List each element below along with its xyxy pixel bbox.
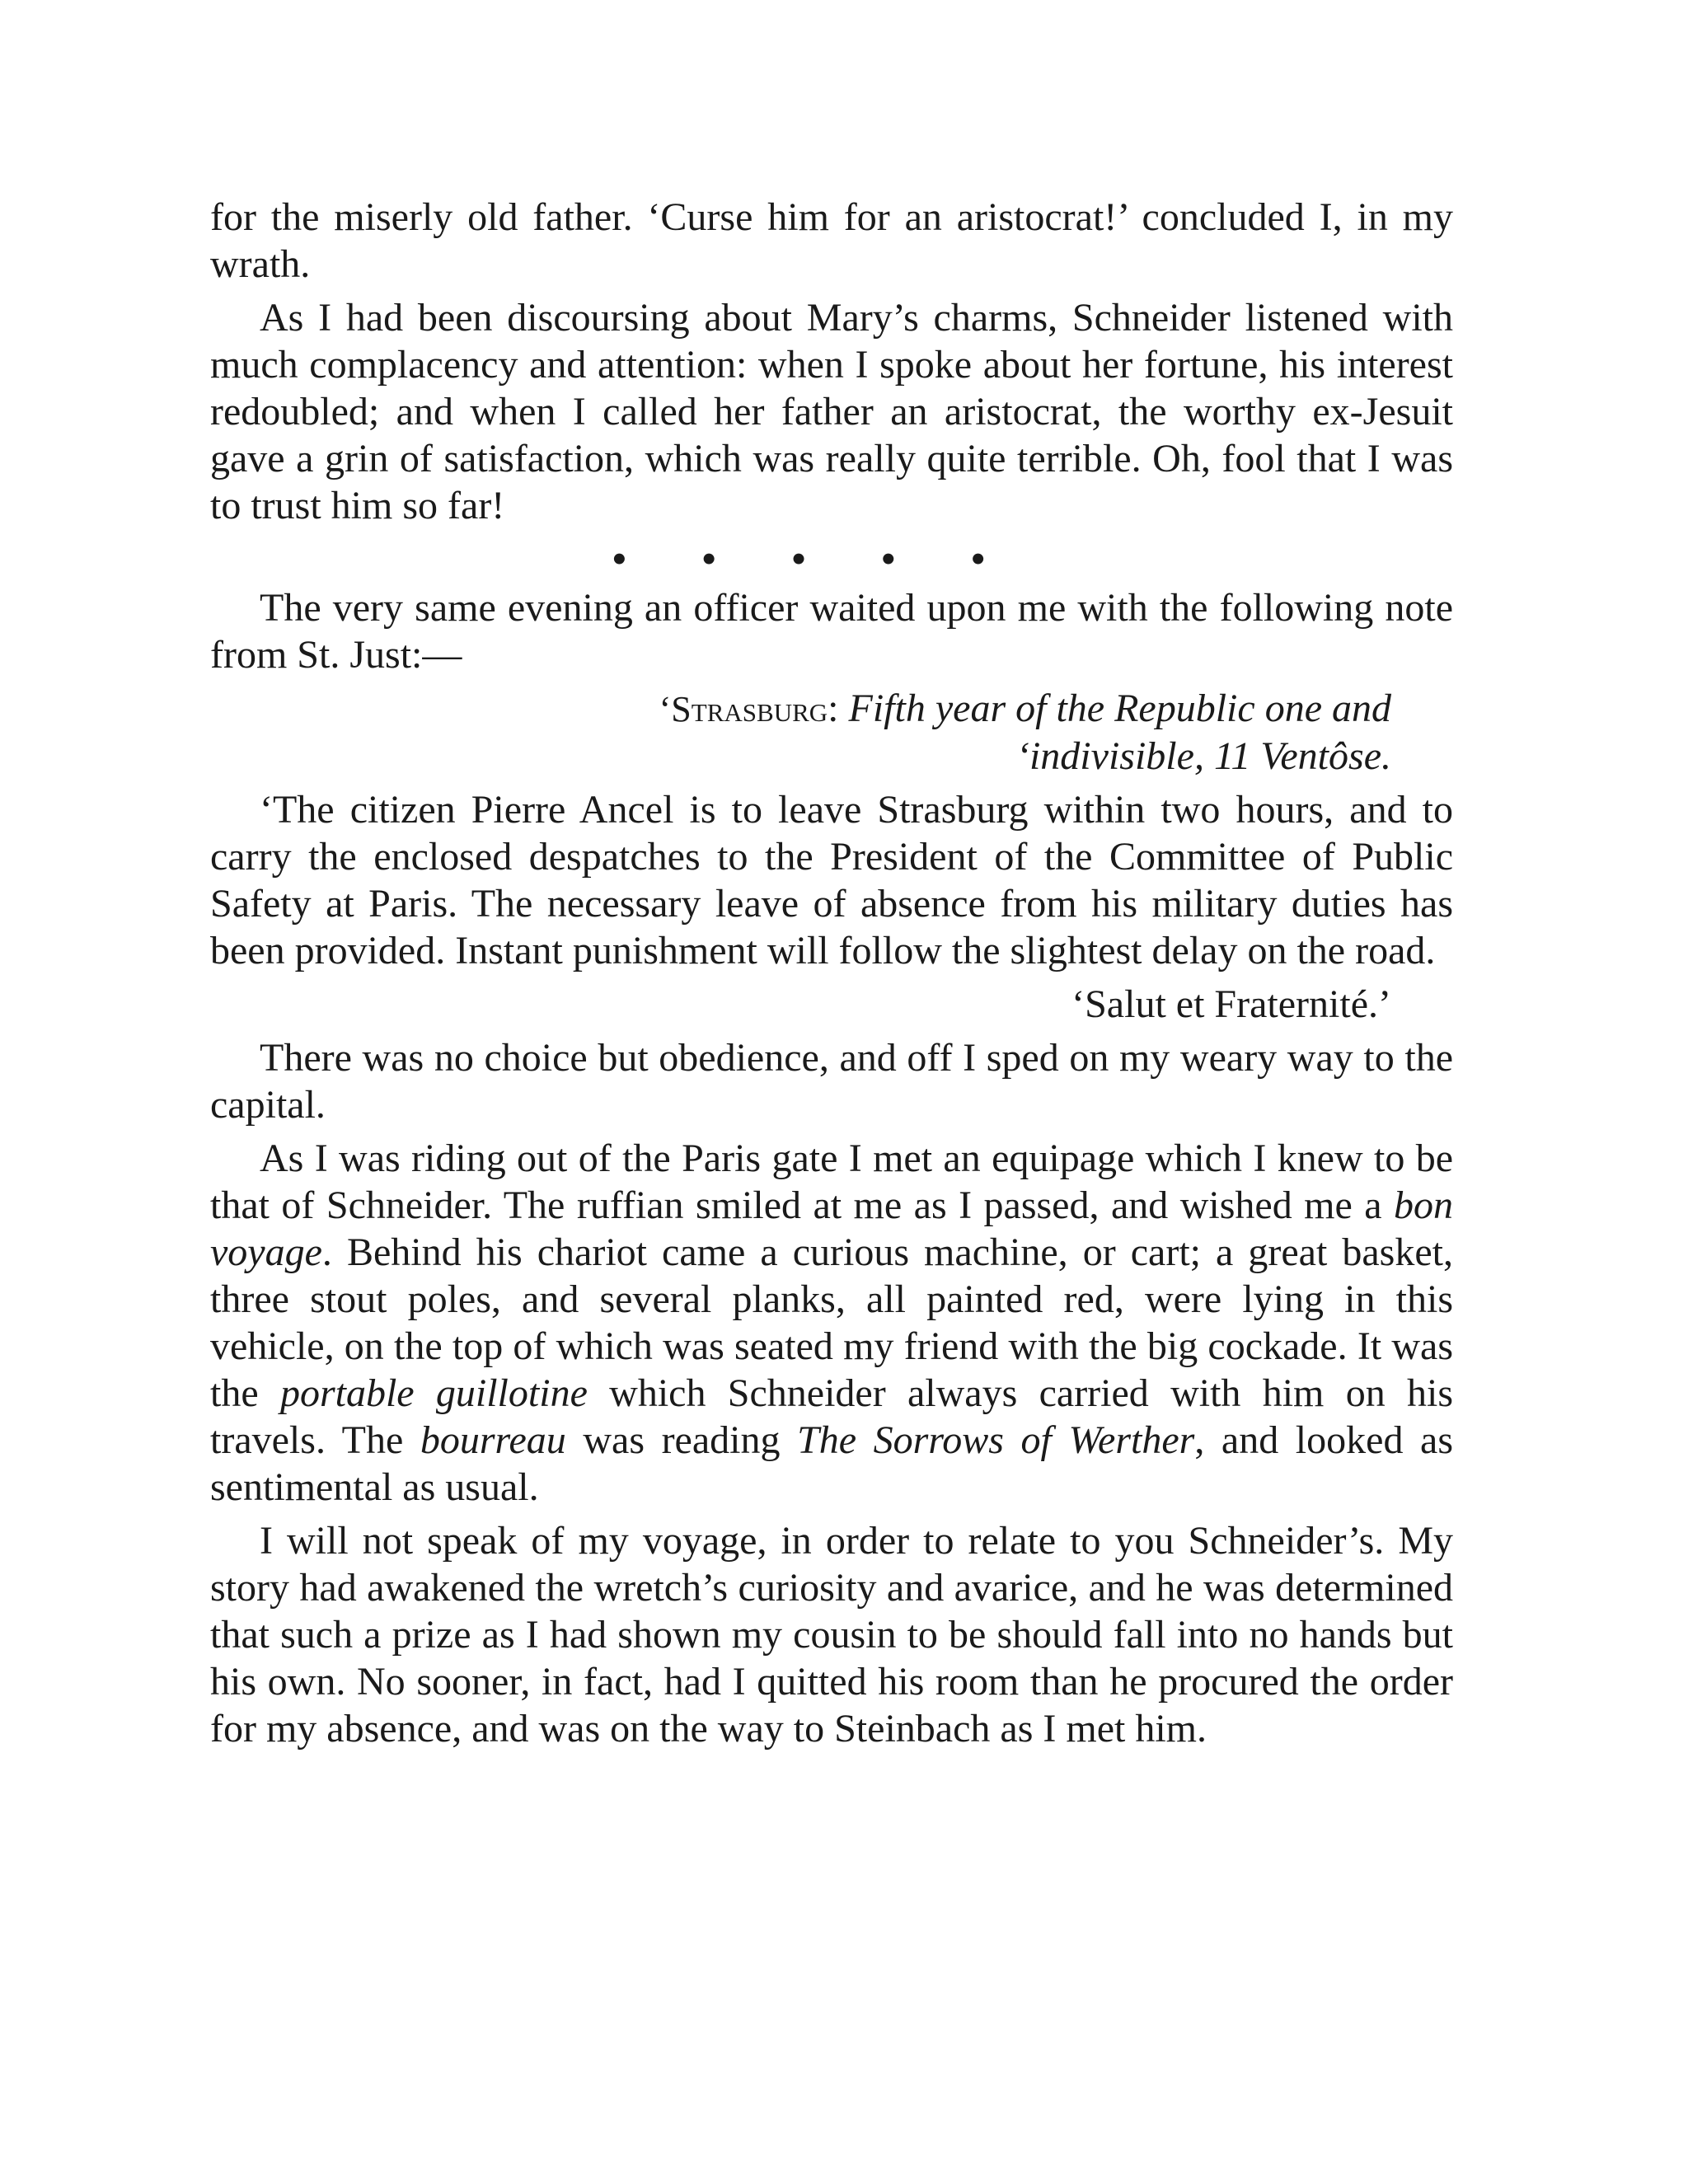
book-page bbox=[210, 194, 1453, 1759]
paragraph-6-part3: which Schneider always carried with him on his travels. The bbox=[210, 1371, 1454, 1462]
paragraph-6-part4: was reading bbox=[565, 1418, 798, 1462]
dateline-colon: : bbox=[828, 687, 849, 730]
paragraph-6-part5: , and looked as sentimental as usual. bbox=[210, 1418, 1454, 1509]
paragraph-6-part2: . Behind his chariot came a curious machine, or cart; a great basket, three stout poles, and several planks, all painted red, were lying in this vehicle, on the top of which was seated my friend with the big cockade. It was the bbox=[210, 1230, 1453, 1415]
paragraph-3: The very same evening an officer waited upon me with the following note from St. Just:— bbox=[210, 586, 1453, 677]
paragraph-6-italic-bourreau: bourreau bbox=[420, 1418, 566, 1462]
paragraph-1: for the miserly old father. ‘Curse him for an aristocrat!’ concluded I, in my wrath. bbox=[210, 195, 1453, 286]
paragraph-letter-body: ‘The citizen Pierre Ancel is to leave Strasburg within two hours, and to carry the enclosed despatches to the President of the Committee of Public Safety at Paris. The necessary leave of absence from his military duties has been provided. Instant punishment will follow the slightest delay on the road. bbox=[210, 788, 1453, 972]
section-separator: • • • • • bbox=[612, 537, 1019, 581]
paragraph-6-part1: As I was riding out of the Paris gate I met an equipage which I knew to be that of Schneider. The ruffian smiled at me as I passed, and wished me a bbox=[210, 1137, 1453, 1227]
paragraph-7: I will not speak of my voyage, in order to relate to you Schneider’s. My story had awakened the wretch’s curiosity and avarice, and he was determined that such a prize as I had shown my cousin to be should fall into no hands but his own. No sooner, in fact, had I quitted his room than he procured the order for my absence, and was on the way to Steinbach as I met him. bbox=[210, 1519, 1453, 1750]
paragraph-6 bbox=[210, 1135, 1453, 1511]
dateline-date-line2: ‘indivisible, 11 Ventôse. bbox=[1015, 734, 1391, 778]
paragraph-6-italic-book-title: The Sorrows of Werther bbox=[797, 1418, 1195, 1462]
paragraph-2: As I had been discoursing about Mary’s charms, Schneider listened with much complacency and attention: when I spoke about her fortune, his interest redoubled; and when I called her father an aristocrat, the worthy ex-Jesuit gave a grin of satisfaction, which was really quite terrible. Oh, fool that I was to trust him so far! bbox=[210, 296, 1453, 527]
letter-dateline bbox=[210, 685, 1453, 780]
paragraph-5: There was no choice but obedience, and off I sped on my weary way to the capital. bbox=[210, 1036, 1453, 1127]
dateline-place: ‘Strasburg bbox=[659, 689, 828, 729]
paragraph-6-italic-portable-guillotine: portable guillotine bbox=[279, 1371, 588, 1415]
paragraph-6-italic-bon-voyage: bon voyage bbox=[210, 1183, 1453, 1274]
dateline-date-line1: Fifth year of the Republic one and bbox=[848, 687, 1391, 730]
letter-signoff: ‘Salut et Fraternité.’ bbox=[1071, 982, 1391, 1026]
